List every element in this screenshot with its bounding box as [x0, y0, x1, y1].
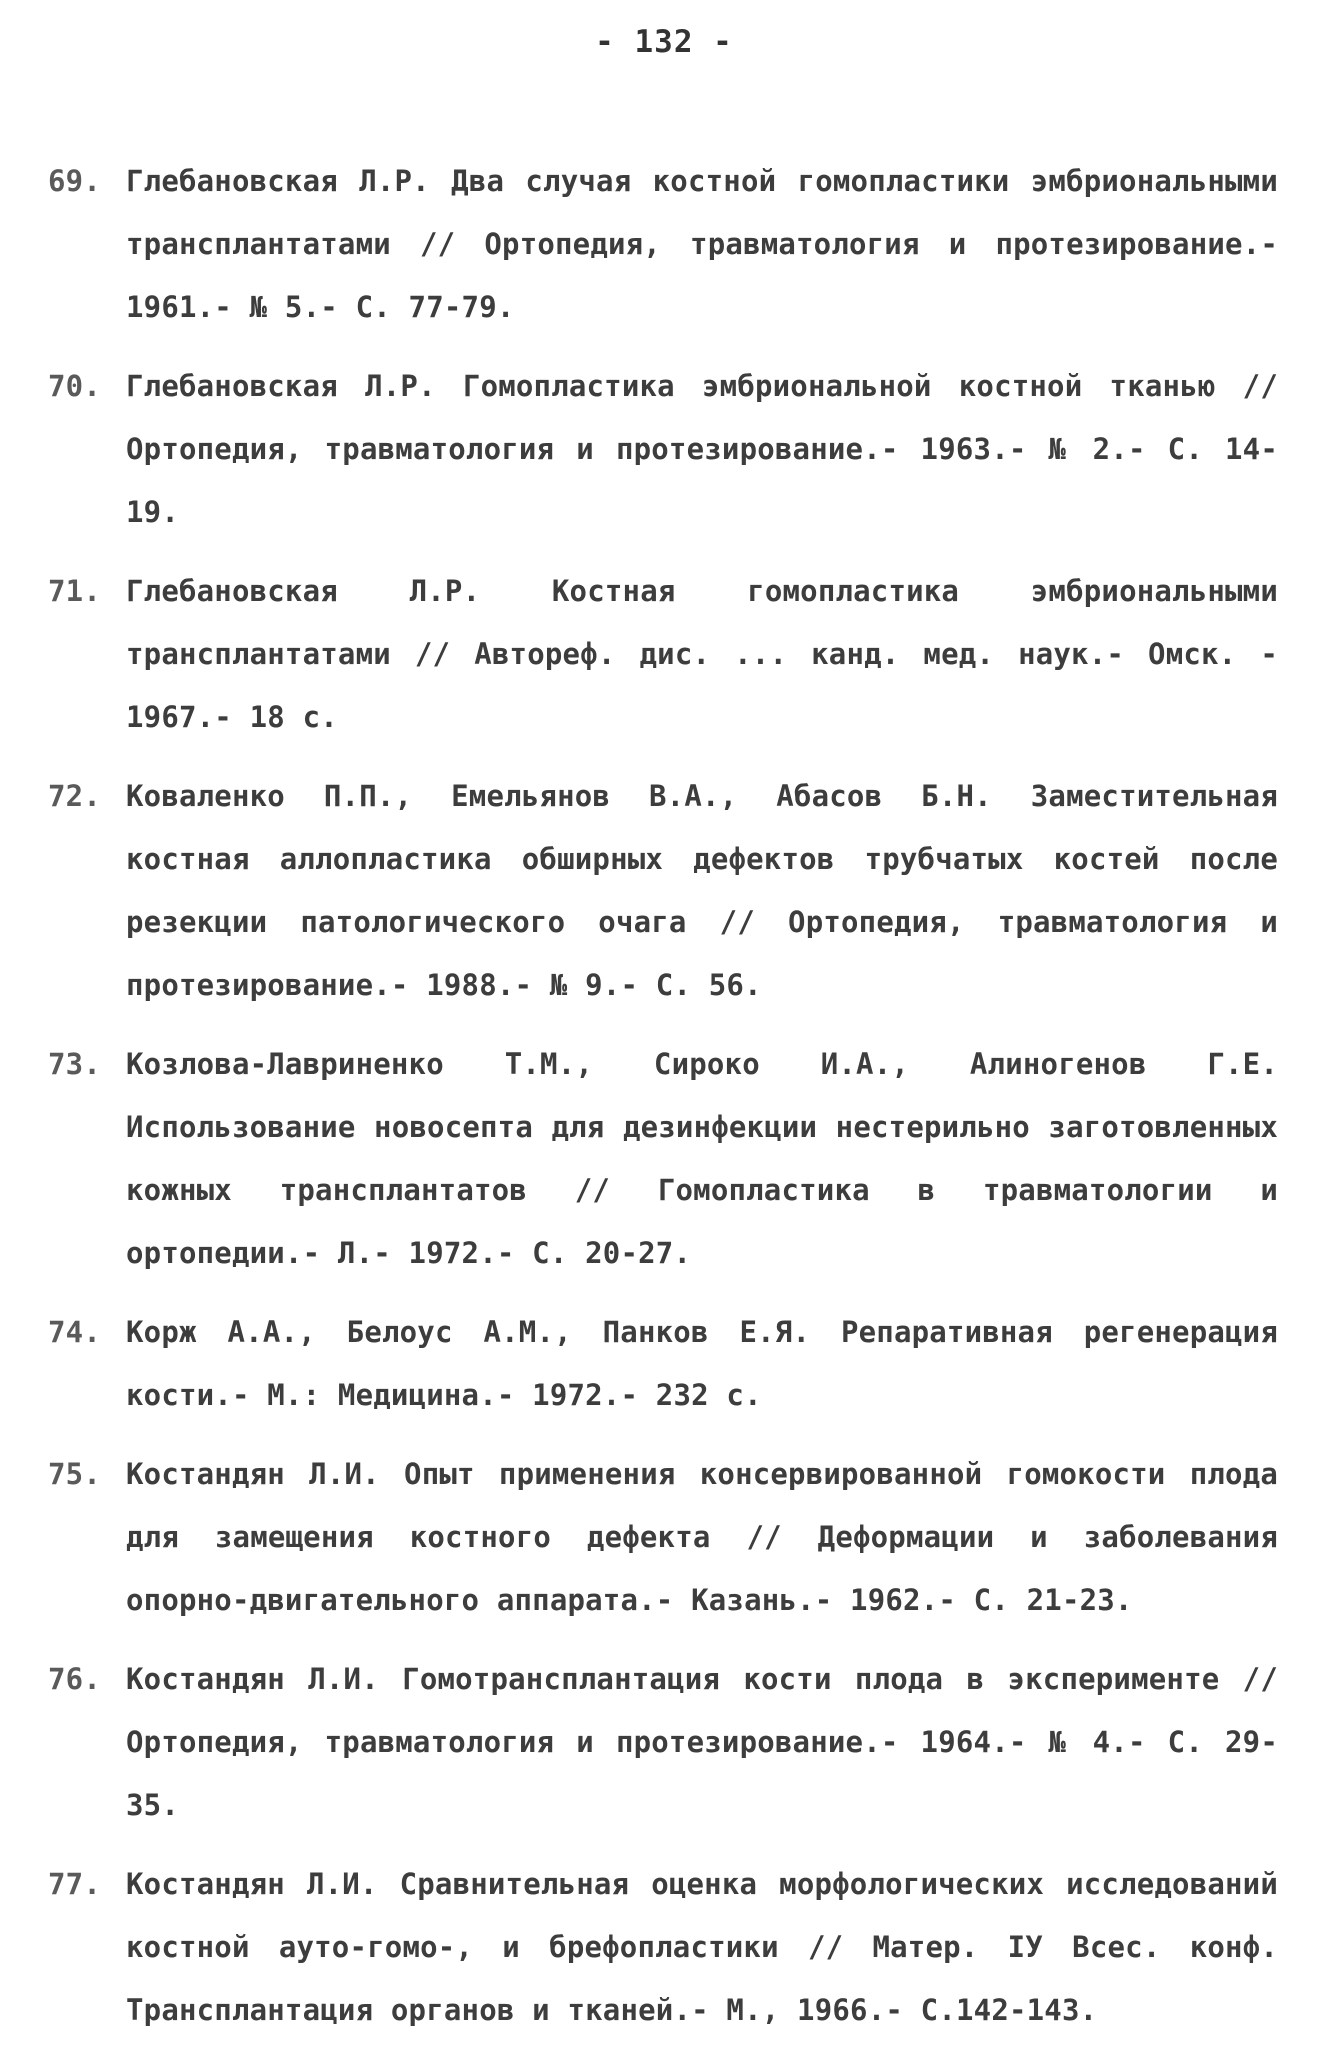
- reference-number: 70.: [48, 369, 101, 403]
- reference-text: Глебановская Л.Р. Два случая костной гомопластики эмбриональными трансплантатами // Ортопедия, травматология и протезирование.- 1961.- № 5.- С. 77-79.: [126, 164, 1278, 324]
- reference-number: 72.: [48, 779, 101, 813]
- reference-item: [48, 765, 1278, 1017]
- reference-item: [48, 150, 1278, 339]
- reference-text: Костандян Л.И. Сравнительная оценка морфологических исследований костной ауто-гомо-, и брефопластики // Матер. IУ Всес. конф. Трансплантация органов и тканей.- М., 1966.- С.142-143.: [126, 1867, 1278, 2027]
- reference-text: Козлова-Лавриненко Т.М., Сироко И.А., Алиногенов Г.Е. Использование новосепта для дезинфекции нестерильно заготовленных кожных трансплантатов // Гомопластика в травматологии и ортопедии.- Л.- 1972.- С. 20-27.: [126, 1047, 1278, 1270]
- reference-list: [48, 150, 1278, 2058]
- reference-item: [48, 355, 1278, 544]
- reference-item: [48, 1853, 1278, 2042]
- reference-number: 76.: [48, 1662, 101, 1696]
- reference-item: [48, 1648, 1278, 1837]
- reference-item: [48, 1301, 1278, 1427]
- page-number: - 132 -: [595, 24, 733, 60]
- reference-text: Корж А.А., Белоус А.М., Панков Е.Я. Репаративная регенерация кости.- М.: Медицина.- 1972.- 232 с.: [126, 1315, 1278, 1412]
- reference-item: [48, 1033, 1278, 1285]
- reference-number: 73.: [48, 1047, 101, 1081]
- reference-number: 74.: [48, 1315, 101, 1349]
- reference-number: 71.: [48, 574, 101, 608]
- reference-text: Костандян Л.И. Опыт применения консервированной гомокости плода для замещения костного дефекта // Деформации и заболевания опорно-двигательного аппарата.- Казань.- 1962.- С. 21-23.: [126, 1457, 1278, 1617]
- reference-text: Глебановская Л.Р. Гомопластика эмбриональной костной тканью // Ортопедия, травматология и протезирование.- 1963.- № 2.- С. 14-19.: [126, 369, 1278, 529]
- reference-number: 69.: [48, 164, 101, 198]
- reference-item: [48, 1443, 1278, 1632]
- reference-number: 75.: [48, 1457, 101, 1491]
- reference-number: 77.: [48, 1867, 101, 1901]
- reference-text: Коваленко П.П., Емельянов В.А., Абасов Б.Н. Заместительная костная аллопластика обширных дефектов трубчатых костей после резекции патологического очага // Ортопедия, травматология и протезирование.- 1988.- № 9.- С. 56.: [126, 779, 1278, 1002]
- reference-item: [48, 560, 1278, 749]
- reference-text: Глебановская Л.Р. Костная гомопластика эмбриональными трансплантатами // Автореф. дис. ... канд. мед. наук.- Омск. - 1967.- 18 с.: [126, 574, 1278, 734]
- reference-text: Костандян Л.И. Гомотрансплантация кости плода в эксперименте // Ортопедия, травматология и протезирование.- 1964.- № 4.- С. 29-35.: [126, 1662, 1278, 1822]
